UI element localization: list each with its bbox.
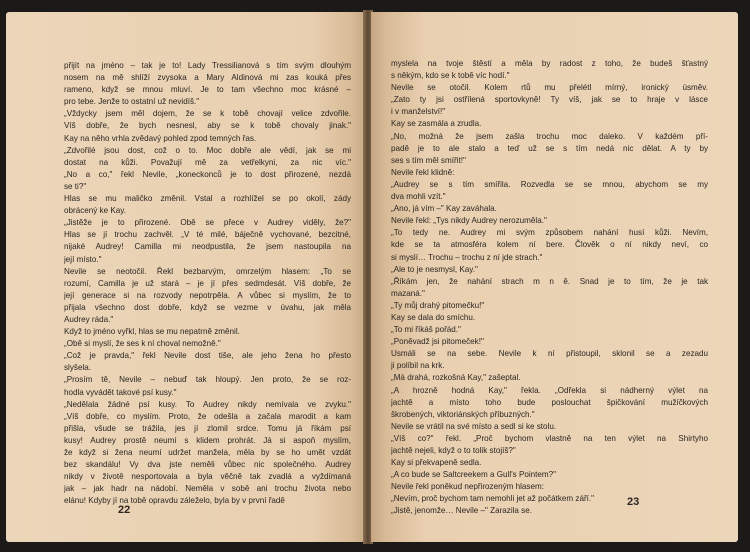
text-line: „Obě si myslí, že ses k ní choval nemožně." (64, 339, 221, 349)
text-line: Nevile řekl: „Tys nikdy Audrey nerozuměla." (391, 216, 547, 226)
text-line: „Prosím tě, Nevile – nebuď tak hloupý. Jen proto, že se roz- (64, 375, 351, 385)
text-line: dva mohli vzít." (391, 192, 446, 202)
left-page-number: 22 (118, 504, 131, 516)
text-line: kusy! Audrey prostě neumí s klidem prohrát. Já si aspoň myslím, (64, 435, 351, 445)
text-line: padě je to ale stalo a teď už se s tím nedá nic dělat. A ty by (391, 143, 708, 153)
right-page-text (391, 58, 708, 518)
text-line: „Vždycky jsem měl dojem, že se k tobě chovají velice zdvořile. (64, 109, 351, 119)
text-line: „To tedy ne. Audrey mi svým způsobem nahání husí kůži. Nevím, (391, 228, 708, 238)
text-line: Hlas se mu maličko změnil. Vstal a rozhlížel se po okolí, zády (64, 194, 351, 204)
text-line: ji políbil na krk. (391, 361, 445, 371)
left-page (6, 12, 365, 542)
text-line: „Nevím, proč bychom tam nemohli jet až počátkem září." (391, 494, 595, 504)
text-line: přijala všechno dost dobře, když se vezme v úvahu, jak měla (64, 302, 351, 312)
text-line: Když to jméno vyřkl, hlas se mu nepatrně změnil. (64, 327, 240, 337)
text-line: její místo." (64, 254, 102, 264)
text-line: Nevile se otočil. Kolem rtů mu přelétl mírný, ironický úsměv. (391, 83, 708, 93)
text-line: „Víš dobře, co myslím. Proto, že odešla a začala marodit a kam (64, 411, 351, 421)
right-page-number: 23 (627, 496, 640, 508)
text-line: „No, možná že jsem zašla trochu moc daleko. V každém pří- (391, 131, 708, 141)
text-line: dostat na kůži. Považují mě za vetřelkyni, za nic víc." (64, 157, 351, 167)
text-line: jachtě nejeli, když o to tolik stojíš?" (391, 446, 516, 455)
text-line: bez skandálu! Vy dva jste neměli vůbec nic společného. Audrey (64, 460, 351, 470)
text-line: nosem na mě shlíží zvysoka a Mary Aldinová mi zas kouká přes (64, 73, 351, 83)
text-line: přijít na jméno – tak je to! Lady Tressilianová s tím svým dlouhým (64, 61, 351, 70)
text-line: Kay se zasmála a zrudla. (391, 119, 482, 129)
text-line: Kay si překvapeně sedla. (391, 458, 482, 468)
text-line: „Poněvadž jsi pitomeček!" (391, 337, 484, 347)
right-page (371, 12, 738, 542)
text-line: Kay na něho vrhla zvědavý pohled zpod temných řas. (64, 133, 257, 143)
text-line: „Ty můj drahý pitomečku!" (391, 300, 485, 310)
text-line: Usmáli se na sebe. Nevile k ní přistoupil, sklonil se a zezadu (391, 349, 708, 359)
text-line: Kay se dala do smíchu. (391, 312, 476, 322)
text-line: Víš dobře, že bych nesnesl, aby se k tobě chovaly jinak." (64, 121, 351, 131)
text-line: pro tebe. Jenže to ostatní už nevidíš." (64, 97, 200, 107)
text-line: kde se ta atmosféra kolem ní bere. Člověk o ní nikdy neví, co (391, 240, 708, 250)
text-line: se ti?" (64, 181, 87, 191)
text-line: „Jistě, jenomže… Nevile –" Zarazila se. (391, 506, 532, 516)
text-line: slyšela. (64, 363, 91, 373)
text-line: Nevile se neotočil. Řekl bezbarvým, omrzelým hlasem: „To se (64, 266, 351, 276)
text-line: „Ano, já vím –" Kay zaváhala. (391, 204, 497, 214)
text-line: jachtě a místo toho bude poslouchat špičkování mužíčkových (391, 397, 708, 407)
text-line: nijaké Audrey! Camilla mi neodpustila, že jsem nastoupila na (64, 242, 351, 252)
text-line: jak – jak hadr na nádobí. Neměla v sobě ani trochu života nebo (64, 484, 351, 494)
text-line: „Což je pravda," řekl Nevile dost tiše, ale jeho žena ho přesto (64, 351, 351, 361)
text-line: nikdy v životě nesportovala a byla věčně tak zvadlá a vyždímaná (64, 472, 351, 482)
text-line: „A hrozně hodná Kay," řekla. „Odřekla si nádherný výlet na (391, 385, 708, 395)
text-line: Hlas se jí trochu zachvěl. „V té milé, báječně vychované, bezcitné, (64, 230, 351, 240)
text-line: „Jistěže je to přirozené. Obě se přece v Audrey viděly, že?" (64, 218, 351, 228)
text-line: „Zdvořilé jsou dost, což o to. Moc dobře ale vědí, jak se mi (64, 145, 351, 155)
text-line: Audrey ráda." (64, 314, 114, 324)
text-line: „Audrey se s tím smířila. Rozvedla se se mnou, abychom se my (391, 179, 708, 189)
text-line: rameno, když se mnou mluví. Je to tam všechno moc krásné – (64, 85, 351, 95)
text-line: i v manželství!" (391, 107, 446, 117)
text-line: „Nedělala žádné psí kusy. To Audrey nikdy nemívala ve zvyku." (64, 399, 351, 409)
text-line: škrobených, viktoriánských příbuzných." (391, 409, 535, 419)
text-line: její generace si na rozvody nepotrpěla. A vůbec si myslím, že to (64, 290, 351, 300)
text-line: „Víš co?" řekl. „Proč bychom vlastně na ten výlet na Shirtyho (391, 433, 708, 443)
text-line: Nevile se vrátil na své místo a sedl si ke stolu. (391, 421, 557, 431)
text-line: „Má drahá, rozkošná Kay," zašeptal. (391, 373, 521, 383)
text-line: myslela na tvoje štěstí a měla by radost z toho, že budeš šťastný (391, 59, 708, 68)
text-line: „To mi říkáš pořád." (391, 325, 461, 335)
text-line: obrácený ke Kay. (64, 206, 126, 216)
text-line: elánu! Kdyby jí na tobě opravdu záleželo, byla by v první řadě (64, 496, 285, 506)
text-line: že když si žena neumí udržet manžela, měla by se ho umět vzdát (64, 448, 351, 457)
text-line: „Ale to je nesmysl, Kay." (391, 264, 478, 274)
text-line: Nevile řekl poněkud nepřirozeným hlasem: (391, 482, 544, 492)
text-line: mazaná." (391, 288, 425, 298)
text-line: přišla, všude se trážila, jes jí zlomil srdce. Tomu já říkám psí (64, 423, 351, 433)
text-line: „No a co," řekl Nevile, „koneckonců je to dost přirozené, nezdá (64, 169, 351, 179)
left-page-text (64, 60, 351, 507)
text-line: rozumí, Camilla je už stará – je jí přes sedmdesát. Víš dobře, že (64, 278, 351, 288)
text-line: Nevile řekl klidně: (391, 167, 455, 177)
text-line: si myslí… Trochu – trochu z ní jde strach." (391, 252, 543, 262)
text-line: „Zato ty jsi ostřílená sportovkyně! Ty víš, jak se to hraje v lásce (391, 95, 708, 105)
text-line: s někým, kdo se k tobě víc hodí." (391, 71, 510, 81)
text-line: „Říkám jen, že nahání strach m n ě. Snad je to tím, že je tak (391, 276, 708, 286)
text-line: hodla vyvádět takové psí kusy." (64, 387, 177, 397)
text-line: ses s tím měl smířit!" (391, 155, 466, 165)
text-line: „A co bude se Saltcreekem a Gull's Pointem?" (391, 470, 557, 480)
